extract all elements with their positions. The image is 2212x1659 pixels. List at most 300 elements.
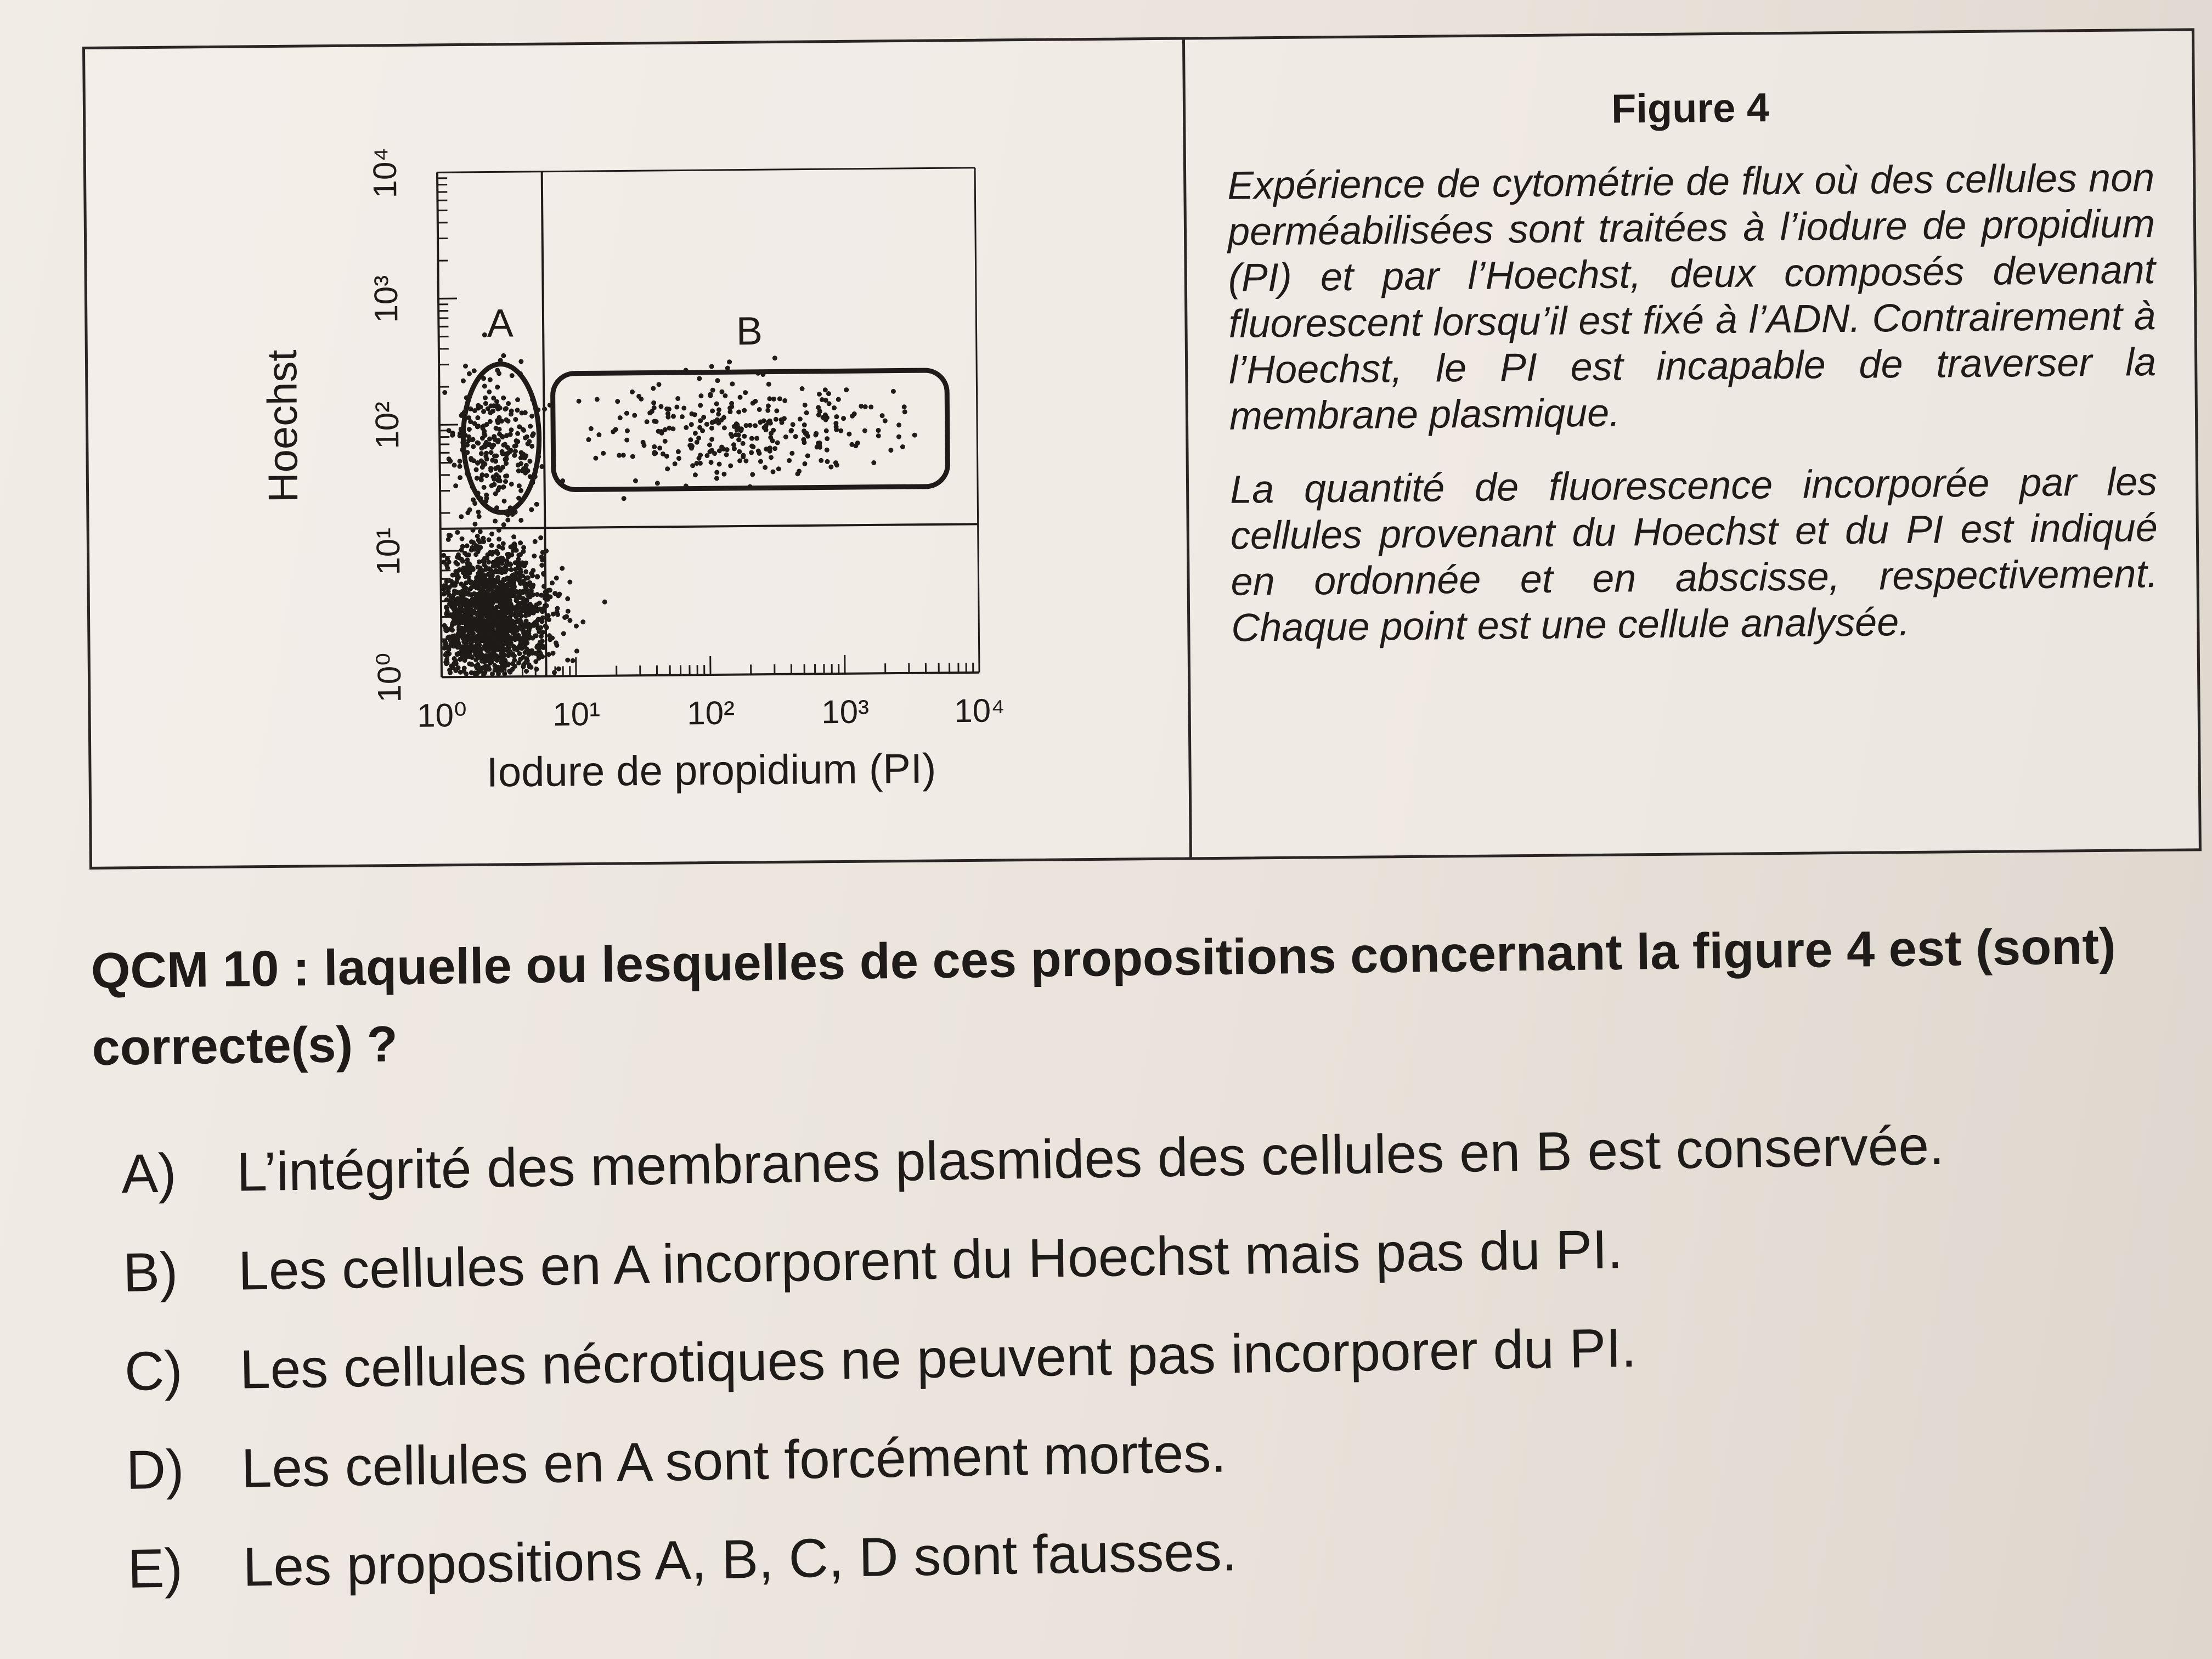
cell-dot xyxy=(481,592,486,597)
cell-dot xyxy=(675,396,680,401)
cell-dot xyxy=(518,488,523,493)
cell-dot xyxy=(465,636,470,641)
cell-dot xyxy=(492,562,497,567)
cell-dot xyxy=(516,661,521,665)
cell-dot xyxy=(518,450,523,455)
cell-dot xyxy=(521,428,526,433)
cell-dot xyxy=(449,597,454,602)
cell-dot xyxy=(501,541,506,546)
cell-dot xyxy=(496,641,501,646)
cell-dot xyxy=(442,591,447,596)
cell-dot xyxy=(511,583,516,588)
cell-dot xyxy=(465,561,470,566)
cell-dot xyxy=(509,409,514,414)
cell-dot xyxy=(450,634,455,639)
cell-dot xyxy=(524,575,529,580)
cell-dot xyxy=(531,592,535,597)
cell-dot xyxy=(817,409,822,414)
cell-dot xyxy=(488,597,493,602)
cell-dot xyxy=(512,575,517,580)
cell-dot xyxy=(524,582,529,586)
gate-label-a: A xyxy=(487,301,514,346)
cell-dot xyxy=(506,552,511,557)
cell-dot xyxy=(567,618,572,623)
cell-dot xyxy=(770,469,775,474)
cell-dot xyxy=(483,401,488,406)
cell-dot xyxy=(507,669,512,674)
cell-dot xyxy=(715,417,720,422)
cell-dot xyxy=(849,442,854,447)
cell-dot xyxy=(855,441,860,445)
cell-dot xyxy=(707,449,712,454)
cell-dot xyxy=(489,574,494,579)
cell-dot xyxy=(447,533,452,538)
cell-dot xyxy=(495,439,500,444)
cell-dot xyxy=(528,665,533,670)
cell-dot xyxy=(540,606,545,611)
cell-dot xyxy=(852,411,857,416)
cell-dot xyxy=(493,580,498,585)
cell-dot xyxy=(485,603,490,608)
cell-dot xyxy=(530,651,535,656)
cell-dot xyxy=(561,631,566,636)
cell-dot xyxy=(469,539,474,544)
cell-dot xyxy=(505,445,510,450)
cell-dot xyxy=(443,652,448,657)
cell-dot xyxy=(529,414,534,419)
x-axis-title: Iodure de propidium (PI) xyxy=(486,745,936,796)
cell-dot xyxy=(480,426,485,431)
cell-dot xyxy=(674,404,679,409)
population-double-negative xyxy=(441,496,608,676)
cell-dot xyxy=(498,648,503,653)
cell-dot xyxy=(749,444,754,449)
cell-dot xyxy=(476,627,481,631)
cell-dot xyxy=(444,579,449,584)
cell-dot xyxy=(529,507,534,512)
cell-dot xyxy=(485,645,490,650)
cell-dot xyxy=(483,396,488,400)
cell-dot xyxy=(512,633,517,637)
cell-dot xyxy=(489,483,494,488)
cell-dot xyxy=(456,625,461,630)
cell-dot xyxy=(800,386,805,391)
cell-dot xyxy=(477,539,482,544)
cell-dot xyxy=(482,332,487,337)
cell-dot xyxy=(664,407,669,411)
cell-dot xyxy=(725,447,730,452)
cell-dot xyxy=(695,440,699,445)
cell-dot xyxy=(554,643,559,648)
option-letter: D) xyxy=(126,1438,185,1501)
x-tick-label: 10¹ xyxy=(552,695,601,733)
cell-dot xyxy=(482,383,487,388)
cell-dot xyxy=(518,580,523,585)
cell-dot xyxy=(500,465,505,470)
cell-dot xyxy=(463,571,468,576)
cell-dot xyxy=(483,624,488,629)
cell-dot xyxy=(730,381,735,386)
cell-dot xyxy=(496,544,501,549)
cell-dot xyxy=(825,436,830,441)
cell-dot xyxy=(519,619,524,624)
cell-dot xyxy=(736,437,741,442)
cell-dot xyxy=(676,449,681,454)
cell-dot xyxy=(532,554,537,558)
cell-dot xyxy=(469,579,474,584)
cell-dot xyxy=(574,624,579,629)
cell-dot xyxy=(460,644,465,649)
cell-dot xyxy=(510,373,515,378)
cell-dot xyxy=(487,390,492,394)
cell-dot xyxy=(483,567,488,572)
cell-dot xyxy=(859,404,864,409)
cell-dot xyxy=(823,387,828,392)
cell-dot xyxy=(499,600,504,605)
cell-dot xyxy=(541,572,546,577)
cell-dot xyxy=(766,403,771,408)
cell-dot xyxy=(501,484,506,489)
cell-dot xyxy=(509,482,514,487)
cell-dot xyxy=(471,634,476,639)
cell-dot xyxy=(472,421,477,426)
cell-dot xyxy=(541,584,546,589)
cell-dot xyxy=(443,628,448,633)
cell-dot xyxy=(825,448,830,453)
cell-dot xyxy=(743,390,748,395)
x-tick-label: 10⁴ xyxy=(954,692,1006,730)
cell-dot xyxy=(477,546,482,551)
cell-dot xyxy=(475,415,480,420)
cell-dot xyxy=(722,425,727,430)
cell-dot xyxy=(453,610,458,614)
cell-dot xyxy=(505,594,510,599)
cell-dot xyxy=(518,610,523,614)
cell-dot xyxy=(826,391,831,396)
cell-dot xyxy=(562,615,567,620)
cell-dot xyxy=(555,606,560,611)
cell-dot xyxy=(482,659,487,664)
cell-dot xyxy=(455,620,460,625)
cell-dot xyxy=(665,415,670,420)
cell-dot xyxy=(589,426,594,431)
y-tick-label: 10² xyxy=(368,401,406,449)
cell-dot xyxy=(463,364,468,369)
cell-dot xyxy=(656,382,661,387)
cell-dot xyxy=(448,670,453,675)
cell-dot xyxy=(692,412,697,417)
cell-dot xyxy=(517,483,522,488)
cell-dot xyxy=(709,426,714,431)
cell-dot xyxy=(460,537,465,541)
cell-dot xyxy=(498,586,503,591)
cell-dot xyxy=(472,408,477,413)
cell-dot xyxy=(484,555,489,560)
cell-dot xyxy=(571,658,575,663)
cell-dot xyxy=(487,537,492,542)
cell-dot xyxy=(693,472,698,477)
cell-dot xyxy=(832,405,837,410)
cell-dot xyxy=(453,583,458,588)
cell-dot xyxy=(496,371,501,376)
cell-dot xyxy=(492,584,496,589)
cell-dot xyxy=(632,413,637,418)
cell-dot xyxy=(651,400,656,405)
cell-dot xyxy=(518,540,523,545)
cell-dot xyxy=(467,644,472,649)
cell-dot xyxy=(502,659,507,664)
cell-dot xyxy=(448,459,453,464)
cell-dot xyxy=(502,499,507,504)
cell-dot xyxy=(504,567,509,572)
y-tick-label: 10³ xyxy=(367,275,405,323)
cell-dot xyxy=(798,416,803,421)
cell-dot xyxy=(774,408,779,413)
cell-dot xyxy=(507,602,512,607)
cell-dot xyxy=(714,476,719,481)
cell-dot xyxy=(481,599,486,604)
cell-dot xyxy=(665,466,670,471)
cell-dot xyxy=(523,466,528,471)
cell-dot xyxy=(742,408,747,413)
cell-dot xyxy=(476,652,481,657)
cell-dot xyxy=(688,437,693,442)
cell-dot xyxy=(729,401,734,406)
cell-dot xyxy=(503,479,508,484)
cell-dot xyxy=(479,451,484,456)
cell-dot xyxy=(488,377,493,382)
cell-dot xyxy=(512,453,517,458)
cell-dot xyxy=(459,582,464,586)
y-tick-label: 10¹ xyxy=(369,527,407,575)
cell-dot xyxy=(458,657,463,662)
cell-dot xyxy=(586,437,591,442)
answer-options xyxy=(121,1093,2103,1618)
cell-dot xyxy=(834,427,839,432)
cell-dot xyxy=(523,569,528,574)
cell-dot xyxy=(470,611,475,616)
cell-dot xyxy=(491,443,496,448)
cell-dot xyxy=(496,528,501,533)
caption-paragraph-2: La quantité de fluorescence incorporée par les cellules provenant du Hoechst et du PI est indiqué en ordonnée et en abscisse, respectivement. Chaque point est une cellule analysée. xyxy=(1229,460,2158,650)
cell-dot xyxy=(443,660,448,665)
option-text: Les cellules nécrotiques ne peuvent pas incorporer du PI. xyxy=(239,1317,1637,1401)
cell-dot xyxy=(698,418,703,423)
cell-dot xyxy=(690,463,695,468)
cell-dot xyxy=(538,651,543,656)
cell-dot xyxy=(483,442,488,447)
cell-dot xyxy=(464,590,469,595)
cell-dot xyxy=(505,582,510,586)
cell-dot xyxy=(508,544,513,549)
cell-dot xyxy=(505,636,510,641)
cell-dot xyxy=(495,668,500,673)
plot-top-border xyxy=(437,168,975,173)
cell-dot xyxy=(732,446,737,451)
quadrant-line-horizontal xyxy=(441,524,978,529)
figure-title: Figure 4 xyxy=(1611,84,1770,132)
cell-dot xyxy=(529,571,534,576)
cell-dot xyxy=(749,436,754,441)
cell-dot xyxy=(803,403,808,408)
cell-dot xyxy=(757,407,762,412)
cell-dot xyxy=(448,641,453,646)
cell-dot xyxy=(490,605,495,610)
cell-dot xyxy=(768,445,772,450)
cell-dot xyxy=(617,453,622,458)
cell-dot xyxy=(795,471,800,476)
cell-dot xyxy=(744,423,749,428)
cell-dot xyxy=(472,368,477,373)
cell-dot xyxy=(753,399,758,404)
cell-dot xyxy=(772,446,777,451)
cell-dot xyxy=(517,651,522,656)
cell-dot xyxy=(719,390,724,394)
cell-dot xyxy=(447,560,452,565)
cell-dot xyxy=(774,417,778,422)
cell-dot xyxy=(712,451,717,456)
cell-dot xyxy=(595,397,600,402)
cell-dot xyxy=(624,411,629,416)
cell-dot xyxy=(814,431,819,436)
cell-dot xyxy=(476,403,481,408)
cell-dot xyxy=(709,460,714,465)
cell-dot xyxy=(782,416,787,421)
cell-dot xyxy=(749,450,754,455)
cell-dot xyxy=(464,552,469,557)
figure-caption xyxy=(1227,81,2159,679)
cell-dot xyxy=(602,600,607,605)
cell-dot xyxy=(645,419,650,424)
cell-dot xyxy=(535,574,540,579)
cell-dot xyxy=(673,461,678,466)
cell-dot xyxy=(763,465,768,470)
cell-dot xyxy=(696,456,701,461)
cell-dot xyxy=(481,536,486,541)
cell-dot xyxy=(488,410,493,415)
cell-dot xyxy=(455,652,460,657)
cell-dot xyxy=(527,439,532,444)
cell-dot xyxy=(717,461,722,466)
cell-dot xyxy=(527,459,532,464)
cell-dot xyxy=(833,421,838,426)
cell-dot xyxy=(455,562,460,567)
cell-dot xyxy=(500,449,505,454)
cell-dot xyxy=(489,450,494,455)
cell-dot xyxy=(510,619,515,624)
cell-dot xyxy=(596,432,601,437)
cell-dot xyxy=(879,413,884,418)
cell-dot xyxy=(548,636,553,641)
cell-dot xyxy=(546,652,551,657)
cell-dot xyxy=(556,667,561,672)
cell-dot xyxy=(817,392,822,397)
cell-dot xyxy=(504,433,509,438)
cell-dot xyxy=(680,414,685,419)
cell-dot xyxy=(487,592,492,597)
cell-dot xyxy=(667,426,672,431)
cell-dot xyxy=(624,438,629,443)
cell-dot xyxy=(766,382,771,387)
cell-dot xyxy=(459,548,464,552)
cell-dot xyxy=(497,432,502,437)
cell-dot xyxy=(601,451,606,456)
cell-dot xyxy=(622,496,627,501)
cell-dot xyxy=(761,425,766,430)
cell-dot xyxy=(469,670,474,675)
cell-dot xyxy=(505,517,510,522)
cell-dot xyxy=(514,548,519,553)
x-tick-label: 10⁰ xyxy=(416,696,467,734)
cell-dot xyxy=(714,401,719,406)
cell-dot xyxy=(535,644,540,648)
cell-dot xyxy=(513,449,518,454)
cell-dot xyxy=(652,444,657,449)
cell-dot xyxy=(543,590,548,595)
population-B xyxy=(527,354,918,502)
cell-dot xyxy=(455,530,460,535)
cell-dot xyxy=(490,637,495,642)
cell-dot xyxy=(450,621,455,626)
cell-dot xyxy=(500,666,505,671)
cell-dot xyxy=(506,647,511,652)
cell-dot xyxy=(516,571,521,575)
cell-dot xyxy=(698,461,703,466)
cell-dot xyxy=(737,458,742,463)
cell-dot xyxy=(471,567,476,572)
cell-dot xyxy=(565,596,570,601)
cell-dot xyxy=(496,415,501,420)
cell-dot xyxy=(681,405,686,410)
cell-dot xyxy=(891,389,896,394)
cell-dot xyxy=(457,567,462,572)
cell-dot xyxy=(491,475,496,479)
cell-dot xyxy=(470,437,475,442)
cell-dot xyxy=(533,606,538,611)
cell-dot xyxy=(862,428,867,433)
cell-dot xyxy=(824,428,829,433)
cell-dot xyxy=(476,582,481,586)
cell-dot xyxy=(523,660,528,665)
y-axis-title: Hoechst xyxy=(258,349,307,503)
cell-dot xyxy=(552,591,557,596)
cell-dot xyxy=(540,557,545,562)
cell-dot xyxy=(704,422,709,427)
cell-dot xyxy=(513,560,518,565)
cell-dot xyxy=(636,394,641,399)
cell-dot xyxy=(445,609,450,614)
cell-dot xyxy=(494,611,499,616)
cell-dot xyxy=(466,575,471,580)
cell-dot xyxy=(538,535,543,540)
cell-dot xyxy=(689,422,694,427)
cell-dot xyxy=(524,669,529,674)
option-letter: C) xyxy=(124,1340,183,1402)
cell-dot xyxy=(769,455,774,460)
cell-dot xyxy=(902,409,907,414)
cell-dot xyxy=(446,428,451,433)
cell-dot xyxy=(475,440,480,445)
cell-dot xyxy=(844,387,849,392)
cell-dot xyxy=(788,428,793,433)
cell-dot xyxy=(490,642,495,647)
cell-dot xyxy=(693,431,698,436)
cell-dot xyxy=(458,670,463,675)
cell-dot xyxy=(625,428,630,433)
cell-dot xyxy=(524,647,529,652)
cell-dot xyxy=(522,635,527,640)
cell-dot xyxy=(458,475,462,480)
